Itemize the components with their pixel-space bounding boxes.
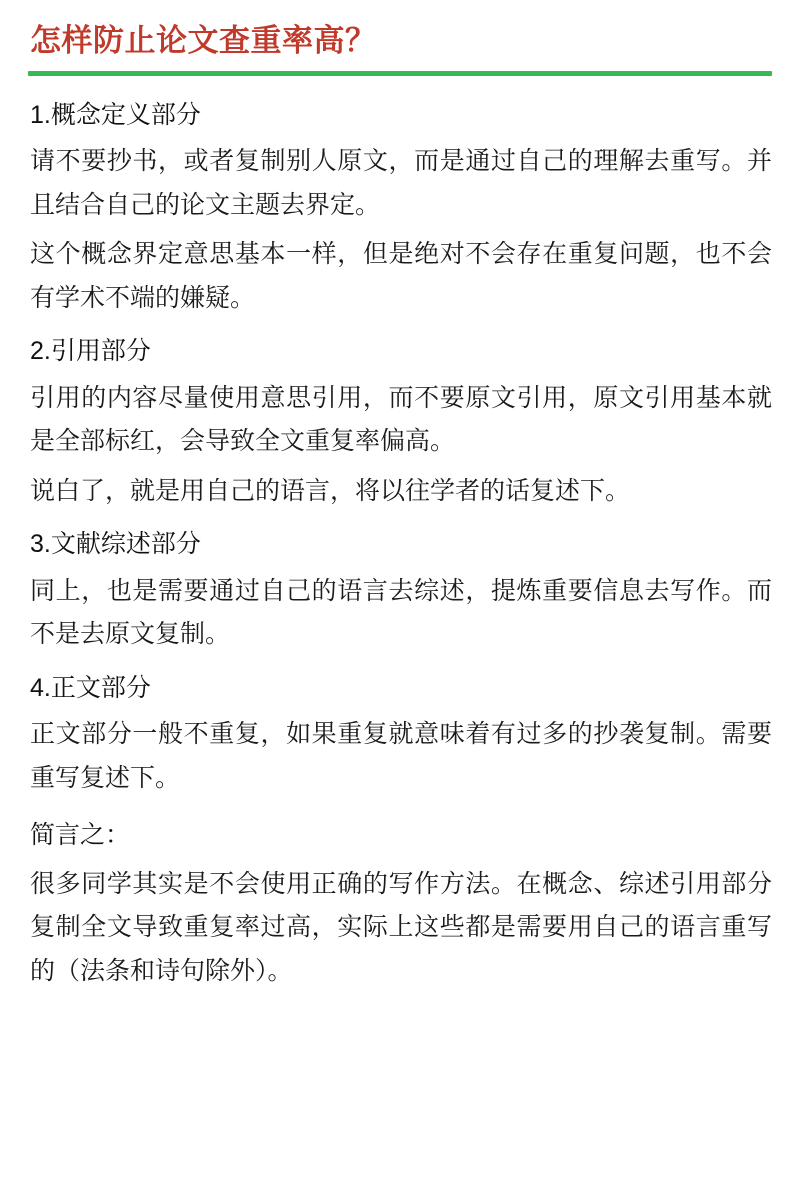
section-heading-3: 3.文献综述部分 <box>30 530 201 559</box>
section-heading-4: 4.正文部分 <box>30 673 151 702</box>
paragraph-2-1: 引用的内容尽量使用意思引用，而不要原文引用，原文引用基本就是全部标红，会导致全文重复率偏高。 <box>30 383 772 456</box>
paragraph-1-1: 请不要抄书，或者复制别人原文，而是通过自己的理解去重写。并且结合自己的论文主题去界定。 <box>30 147 772 219</box>
paragraph-1-2: 这个概念界定意思基本一样，但是绝对不会存在重复问题，也不会有学术不端的嫌疑。 <box>30 240 772 312</box>
title-divider <box>28 71 772 76</box>
document-body <box>28 90 772 1000</box>
paragraph-4-1: 正文部分一般不重复，如果重复就意味着有过多的抄袭复制。需要重写复述下。 <box>30 720 772 792</box>
section-heading-1: 1.概念定义部分 <box>30 100 201 129</box>
page-title: 怎样防止论文查重率高？ <box>30 23 377 58</box>
paragraph-2-2: 说白了，就是用自己的语言，将以往学者的话复述下。 <box>30 476 631 505</box>
summary-lead-in: 简言之： <box>30 821 131 850</box>
paragraph-summary: 很多同学其实是不会使用正确的写作方法。在概念、综述引用部分复制全文导致重复率过高，实际上这些都是需要用自己的语言重写的（法条和诗句除外）。 <box>30 869 772 985</box>
section-heading-2: 2.引用部分 <box>30 337 151 366</box>
paragraph-3-1: 同上，也是需要通过自己的语言去综述，提炼重要信息去写作。而不是去原文复制。 <box>30 576 772 649</box>
